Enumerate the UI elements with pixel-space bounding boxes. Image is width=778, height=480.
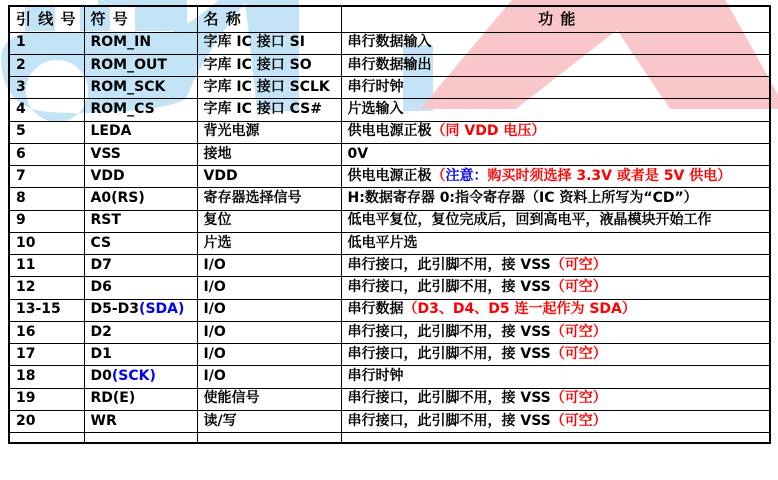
function-cell-text: 购买时须选择 3.3V 或者是 5V 供电） xyxy=(487,167,732,184)
function-cell xyxy=(341,77,770,99)
function-cell xyxy=(341,99,770,121)
function-cell-text: 串行接口，此引脚不用，接 VSS xyxy=(347,345,551,362)
pin-cell-text: 10 xyxy=(16,234,36,251)
table-row xyxy=(9,366,770,388)
function-cell-text: 串行接口，此引脚不用，接 VSS xyxy=(347,390,551,407)
function-cell-text: 串行接口，此引脚不用，接 VSS xyxy=(347,412,551,429)
pin-cell xyxy=(9,255,84,277)
function-cell xyxy=(341,321,770,343)
pin-cell xyxy=(9,32,84,54)
symbol-cell xyxy=(84,77,197,99)
name-cell-text: 字库 IC 接口 SCLK xyxy=(203,78,330,95)
name-cell-text: 背光电源 xyxy=(203,123,260,140)
clipped-cell xyxy=(84,433,197,443)
header-function: 功 能 xyxy=(341,6,770,32)
symbol-cell xyxy=(84,321,197,343)
name-cell xyxy=(197,77,341,99)
pin-cell xyxy=(9,210,84,232)
function-cell xyxy=(341,299,770,321)
table-row xyxy=(9,232,770,254)
pin-cell-text: 2 xyxy=(16,56,26,73)
pin-cell xyxy=(9,77,84,99)
name-cell-text: VDD xyxy=(203,167,238,184)
pin-cell-text: 11 xyxy=(16,256,36,273)
function-cell-text: （D3、D4、D5 连一起作为 SDA） xyxy=(403,301,636,318)
function-cell xyxy=(341,54,770,76)
name-cell xyxy=(197,232,341,254)
function-cell xyxy=(341,388,770,410)
symbol-cell xyxy=(84,32,197,54)
function-cell xyxy=(341,210,770,232)
symbol-cell-text: RST xyxy=(90,212,121,229)
pin-cell-text: 7 xyxy=(16,167,26,184)
symbol-cell xyxy=(84,166,197,188)
pin-cell xyxy=(9,121,84,143)
pin-cell-text: 9 xyxy=(16,212,26,229)
pin-cell xyxy=(9,143,84,165)
table-row xyxy=(9,121,770,143)
name-cell xyxy=(197,99,341,121)
function-cell-text: 串行数据输入 xyxy=(347,34,432,51)
pin-cell xyxy=(9,388,84,410)
header-pin-number: 引 线 号 xyxy=(9,6,84,32)
name-cell xyxy=(197,255,341,277)
pin-cell xyxy=(9,321,84,343)
table-row xyxy=(9,166,770,188)
symbol-cell xyxy=(84,388,197,410)
pin-cell-text: 17 xyxy=(16,345,36,362)
symbol-cell-text: WR xyxy=(90,412,117,429)
symbol-cell xyxy=(84,366,197,388)
function-cell-text: （可空） xyxy=(550,279,607,296)
pin-cell-text: 13-15 xyxy=(16,301,61,318)
function-cell-text: 串行数据输出 xyxy=(347,56,432,73)
table-row xyxy=(9,299,770,321)
pin-cell-text: 6 xyxy=(16,145,26,162)
name-cell xyxy=(197,210,341,232)
function-cell xyxy=(341,143,770,165)
name-cell-text: 片选 xyxy=(203,234,232,251)
pin-cell-text: 5 xyxy=(16,123,26,140)
name-cell xyxy=(197,121,341,143)
pin-cell-text: 18 xyxy=(16,368,36,385)
function-cell-text: （可空） xyxy=(550,345,607,362)
name-cell xyxy=(197,166,341,188)
function-cell-text: （同 VDD 电压） xyxy=(431,123,546,140)
symbol-cell xyxy=(84,54,197,76)
function-cell-text: 串行数据 xyxy=(347,301,404,318)
name-cell-text: 使能信号 xyxy=(203,390,260,407)
pin-cell xyxy=(9,99,84,121)
pin-table-body xyxy=(9,32,770,443)
name-cell-text: 寄存器选择信号 xyxy=(203,190,302,207)
table-row xyxy=(9,99,770,121)
name-cell-text: 接地 xyxy=(203,145,232,162)
function-cell xyxy=(341,232,770,254)
symbol-cell-text: D5-D3 xyxy=(90,301,140,318)
symbol-cell xyxy=(84,299,197,321)
name-cell-text: I/O xyxy=(203,301,226,318)
symbol-cell-text: ROM_OUT xyxy=(90,56,167,73)
name-cell-text: 字库 IC 接口 SI xyxy=(203,34,305,51)
name-cell xyxy=(197,277,341,299)
symbol-cell-text: (SCK) xyxy=(111,368,156,385)
symbol-cell xyxy=(84,188,197,210)
pin-function-table xyxy=(8,5,771,444)
function-cell-text: （可空） xyxy=(550,390,607,407)
name-cell-text: I/O xyxy=(203,256,226,273)
symbol-cell-text: D0 xyxy=(90,368,112,385)
header-row xyxy=(9,6,770,32)
symbol-cell-text: D2 xyxy=(90,323,112,340)
table-row xyxy=(9,277,770,299)
symbol-cell xyxy=(84,210,197,232)
function-cell-text: 低电平复位，复位完成后，回到高电平，液晶模块开始工作 xyxy=(347,212,712,229)
symbol-cell-text: (SDA) xyxy=(139,301,185,318)
table-row xyxy=(9,54,770,76)
name-cell xyxy=(197,410,341,432)
table-row xyxy=(9,255,770,277)
name-cell xyxy=(197,54,341,76)
symbol-cell-text: RD(E) xyxy=(90,390,136,407)
header-symbol: 符 号 xyxy=(84,6,197,32)
symbol-cell xyxy=(84,143,197,165)
function-cell xyxy=(341,277,770,299)
symbol-cell xyxy=(84,410,197,432)
name-cell-text: I/O xyxy=(203,345,226,362)
function-cell xyxy=(341,121,770,143)
function-cell-text: （可空） xyxy=(550,256,607,273)
symbol-cell-text: D7 xyxy=(90,256,112,273)
symbol-cell xyxy=(84,277,197,299)
function-cell-text: 串行时钟 xyxy=(347,78,404,95)
function-cell xyxy=(341,188,770,210)
function-cell-text: 串行接口，此引脚不用，接 VSS xyxy=(347,279,551,296)
pin-cell xyxy=(9,54,84,76)
symbol-cell xyxy=(84,121,197,143)
symbol-cell-text: LEDA xyxy=(90,123,132,140)
pin-cell xyxy=(9,299,84,321)
name-cell-text: 读/写 xyxy=(203,412,237,429)
function-cell-text: 0V xyxy=(347,145,369,162)
symbol-cell xyxy=(84,344,197,366)
pin-cell xyxy=(9,188,84,210)
pin-cell-text: 12 xyxy=(16,279,36,296)
function-cell xyxy=(341,410,770,432)
function-cell xyxy=(341,366,770,388)
pin-cell xyxy=(9,232,84,254)
table-row xyxy=(9,388,770,410)
name-cell-text: 字库 IC 接口 SO xyxy=(203,56,312,73)
clipped-cell xyxy=(9,433,84,443)
symbol-cell xyxy=(84,232,197,254)
function-cell xyxy=(341,166,770,188)
table-row xyxy=(9,188,770,210)
function-cell-text: 串行接口，此引脚不用，接 VSS xyxy=(347,256,551,273)
name-cell-text: I/O xyxy=(203,323,226,340)
function-cell-text: 串行时钟 xyxy=(347,368,404,385)
name-cell-text: I/O xyxy=(203,279,226,296)
name-cell xyxy=(197,366,341,388)
name-cell xyxy=(197,299,341,321)
pin-cell-text: 19 xyxy=(16,390,36,407)
function-cell xyxy=(341,32,770,54)
table-row xyxy=(9,410,770,432)
function-cell-text: 低电平片选 xyxy=(347,234,418,251)
pin-cell xyxy=(9,277,84,299)
function-cell xyxy=(341,255,770,277)
function-cell-text: 供电电源正极 xyxy=(347,167,432,184)
clipped-next-row xyxy=(9,433,770,443)
function-cell-text: （ xyxy=(431,167,446,184)
table-row xyxy=(9,32,770,54)
function-cell-text: 片选输入 xyxy=(347,101,404,118)
name-cell-text: I/O xyxy=(203,368,226,385)
function-cell-text: 供电电源正极 xyxy=(347,123,432,140)
pin-cell xyxy=(9,166,84,188)
table-row xyxy=(9,344,770,366)
symbol-cell-text: A0(RS) xyxy=(90,190,145,207)
function-cell-text: 串行接口，此引脚不用，接 VSS xyxy=(347,323,551,340)
function-cell-text: （可空） xyxy=(550,412,607,429)
name-cell xyxy=(197,143,341,165)
symbol-cell-text: ROM_SCK xyxy=(90,78,166,95)
function-cell-text: 注意： xyxy=(445,167,488,184)
pin-cell xyxy=(9,410,84,432)
symbol-cell xyxy=(84,255,197,277)
symbol-cell-text: CS xyxy=(90,234,112,251)
name-cell xyxy=(197,32,341,54)
pin-cell-text: 16 xyxy=(16,323,36,340)
function-cell-text: （可空） xyxy=(550,323,607,340)
symbol-cell-text: ROM_IN xyxy=(90,34,152,51)
table-row xyxy=(9,143,770,165)
pin-cell-text: 1 xyxy=(16,34,26,51)
pin-cell-text: 4 xyxy=(16,101,26,118)
symbol-cell-text: ROM_CS xyxy=(90,101,155,118)
table-row xyxy=(9,321,770,343)
symbol-cell-text: D6 xyxy=(90,279,112,296)
header-name: 名 称 xyxy=(197,6,341,32)
pin-cell xyxy=(9,344,84,366)
table-row xyxy=(9,77,770,99)
name-cell xyxy=(197,321,341,343)
symbol-cell-text: VSS xyxy=(90,145,121,162)
symbol-cell-text: VDD xyxy=(90,167,125,184)
symbol-cell xyxy=(84,99,197,121)
name-cell xyxy=(197,388,341,410)
pin-cell xyxy=(9,366,84,388)
clipped-cell xyxy=(197,433,341,443)
symbol-cell-text: D1 xyxy=(90,345,112,362)
function-cell xyxy=(341,344,770,366)
clipped-cell xyxy=(341,433,770,443)
name-cell-text: 复位 xyxy=(203,212,232,229)
pin-cell-text: 3 xyxy=(16,78,26,95)
function-cell-text: H:数据寄存器 0:指令寄存器（IC 资料上所写为“CD”） xyxy=(347,190,698,207)
pin-cell-text: 20 xyxy=(16,412,36,429)
table-row xyxy=(9,210,770,232)
name-cell xyxy=(197,344,341,366)
name-cell xyxy=(197,188,341,210)
name-cell-text: 字库 IC 接口 CS# xyxy=(203,101,322,118)
pin-cell-text: 8 xyxy=(16,190,26,207)
